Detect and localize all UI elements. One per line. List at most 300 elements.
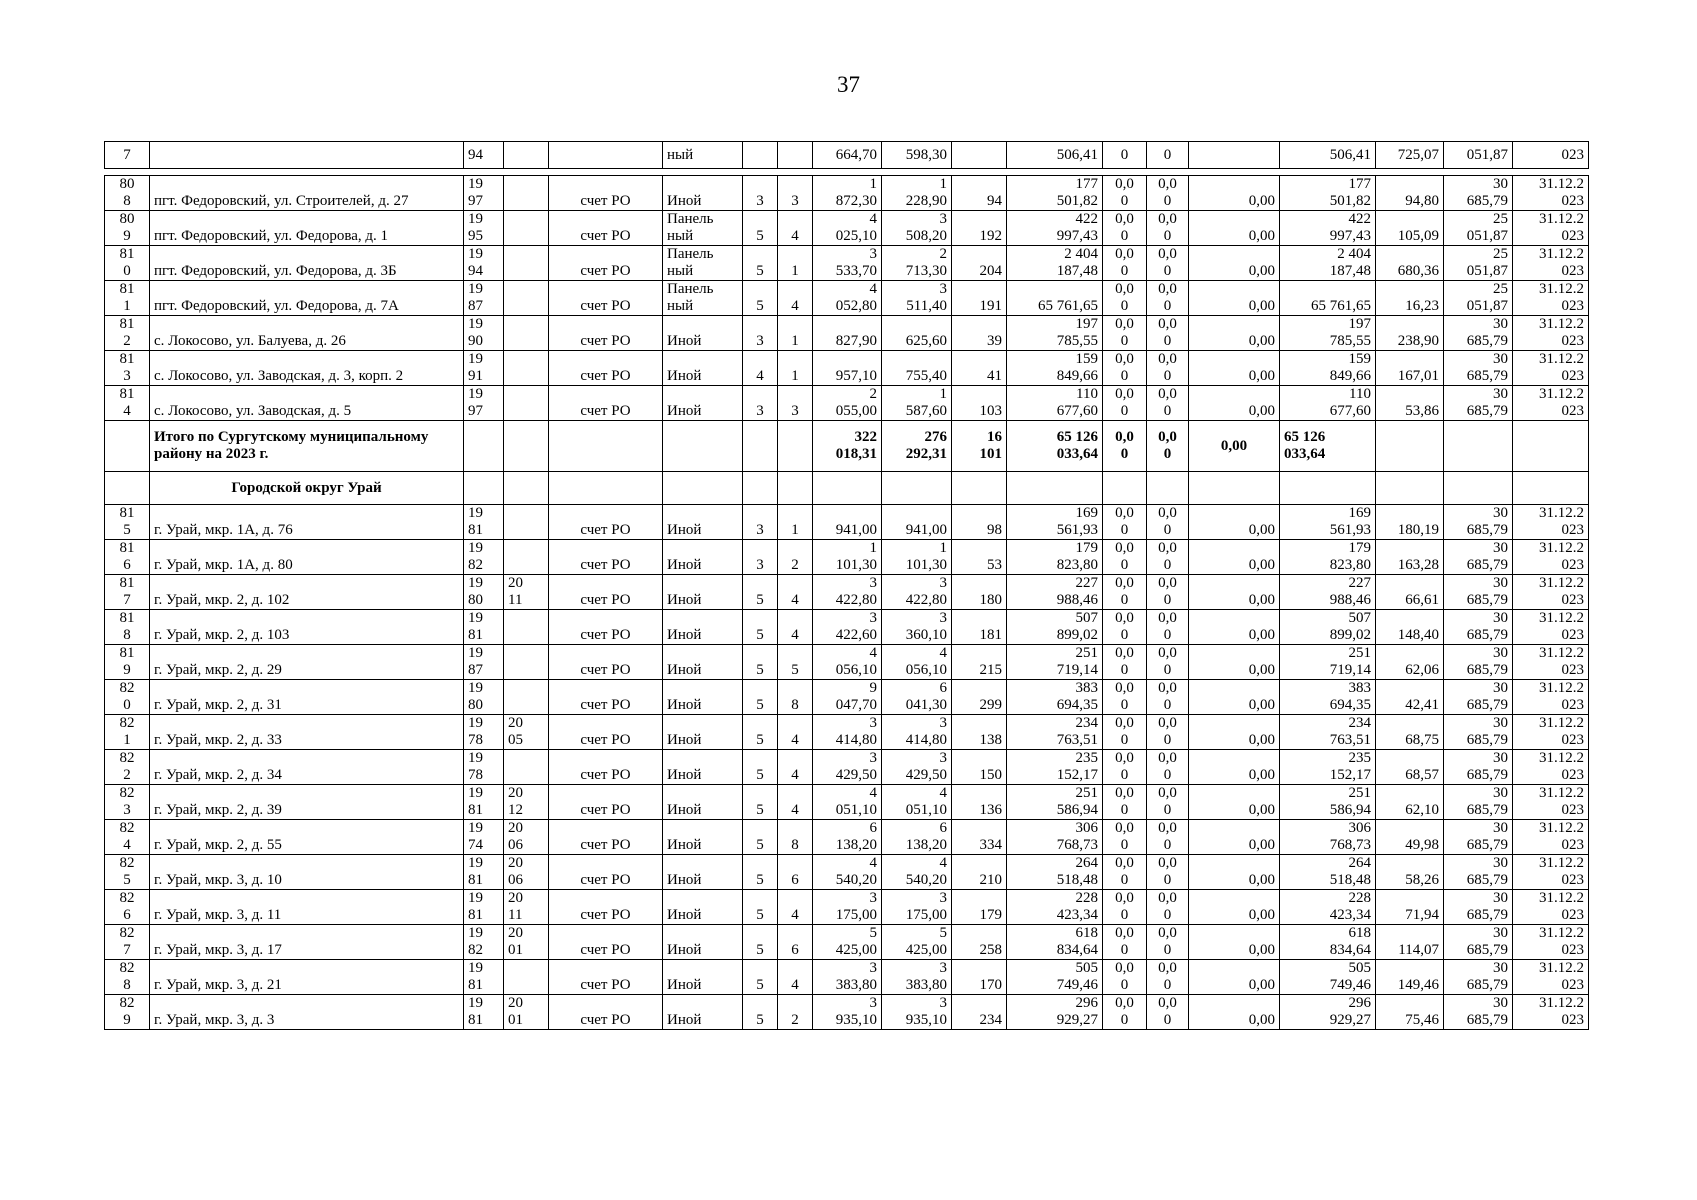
- cell: 81 8: [105, 610, 150, 645]
- cell: Иной: [663, 176, 743, 211]
- cell: [549, 142, 663, 169]
- cell: 3 414,80: [813, 715, 882, 750]
- cell: 2 055,00: [813, 386, 882, 421]
- cell: 30 685,79: [1444, 176, 1513, 211]
- cell: 6: [778, 925, 813, 960]
- cell: 0,0 0: [1147, 540, 1189, 575]
- cell: 5: [743, 925, 778, 960]
- cell: 234 763,51: [1007, 715, 1103, 750]
- cell: [504, 351, 549, 386]
- cell: 31.12.2 023: [1513, 925, 1589, 960]
- cell: 180: [952, 575, 1007, 610]
- cell: [504, 386, 549, 421]
- cell: 7: [105, 142, 150, 169]
- cell: 0,0 0: [1103, 575, 1147, 610]
- cell: 306 768,73: [1007, 820, 1103, 855]
- cell: 4: [778, 211, 813, 246]
- cell: 0,00: [1189, 750, 1280, 785]
- table-row: [105, 575, 1589, 610]
- cell: [1007, 472, 1103, 505]
- cell: 0,00: [1189, 505, 1280, 540]
- cell: 0,0 0: [1147, 925, 1189, 960]
- cell: 31.12.2 023: [1513, 610, 1589, 645]
- table-row: [105, 176, 1589, 211]
- cell: 0,0 0: [1147, 750, 1189, 785]
- cell: 148,40: [1376, 610, 1444, 645]
- table-row: [105, 680, 1589, 715]
- cell: г. Урай, мкр. 2, д. 31: [150, 680, 464, 715]
- cell: 62,06: [1376, 645, 1444, 680]
- cell: 19 78: [464, 750, 504, 785]
- cell: 4 540,20: [882, 855, 952, 890]
- cell: счет РО: [549, 925, 663, 960]
- cell: 31.12.2 023: [1513, 715, 1589, 750]
- cell: 169 561,93: [1007, 505, 1103, 540]
- cell: 0,0 0: [1103, 750, 1147, 785]
- cell: 238,90: [1376, 316, 1444, 351]
- cell: 150: [952, 750, 1007, 785]
- cell: [1280, 472, 1376, 505]
- cell: 0,0 0: [1147, 785, 1189, 820]
- cell: 170: [952, 960, 1007, 995]
- cell: 5: [743, 750, 778, 785]
- table-row: [105, 281, 1589, 316]
- cell: 1: [778, 351, 813, 386]
- cell: [504, 316, 549, 351]
- cell: 0,0 0: [1147, 995, 1189, 1030]
- cell: 20 11: [504, 575, 549, 610]
- cell: [778, 142, 813, 169]
- cell: 306 768,73: [1280, 820, 1376, 855]
- cell: 31.12.2 023: [1513, 211, 1589, 246]
- cell: Итого по Сургутскому муниципальному району на 2023 г.: [150, 421, 464, 472]
- cell: 618 834,64: [1007, 925, 1103, 960]
- cell: [504, 421, 549, 472]
- cell: 20 11: [504, 890, 549, 925]
- cell: 82 6: [105, 890, 150, 925]
- cell: 505 749,46: [1280, 960, 1376, 995]
- cell: 228 423,34: [1007, 890, 1103, 925]
- cell: 1: [778, 505, 813, 540]
- cell: г. Урай, мкр. 1А, д. 76: [150, 505, 464, 540]
- cell: 81 4: [105, 386, 150, 421]
- cell: 191: [952, 281, 1007, 316]
- cell: 30 685,79: [1444, 960, 1513, 995]
- cell: 0,00: [1189, 176, 1280, 211]
- cell: г. Урай, мкр. 3, д. 3: [150, 995, 464, 1030]
- cell: 30 685,79: [1444, 750, 1513, 785]
- cell: 5: [743, 995, 778, 1030]
- cell: 6 138,20: [813, 820, 882, 855]
- cell: 4: [743, 351, 778, 386]
- cell: 20 12: [504, 785, 549, 820]
- cell: 82 9: [105, 995, 150, 1030]
- cell: 81 2: [105, 316, 150, 351]
- cell: 4: [778, 785, 813, 820]
- cell: счет РО: [549, 750, 663, 785]
- cell: Иной: [663, 855, 743, 890]
- cell: [813, 472, 882, 505]
- cell: 506,41: [1280, 142, 1376, 169]
- cell: 0,0 0: [1103, 820, 1147, 855]
- cell: [1189, 472, 1280, 505]
- cell: г. Урай, мкр. 2, д. 33: [150, 715, 464, 750]
- cell: 30 685,79: [1444, 351, 1513, 386]
- cell: [504, 680, 549, 715]
- section-row: [105, 472, 1589, 505]
- table-row: [105, 785, 1589, 820]
- cell: 5: [743, 645, 778, 680]
- cell: 215: [952, 645, 1007, 680]
- cell: [464, 421, 504, 472]
- cell: 0,0 0: [1147, 645, 1189, 680]
- cell: [504, 246, 549, 281]
- table-row: [105, 995, 1589, 1030]
- cell: 5: [743, 246, 778, 281]
- cell: г. Урай, мкр. 2, д. 103: [150, 610, 464, 645]
- cell: счет РО: [549, 785, 663, 820]
- cell: 0,0 0: [1103, 680, 1147, 715]
- cell: 179 823,80: [1280, 540, 1376, 575]
- cell: 234 763,51: [1280, 715, 1376, 750]
- cell: 1 101,30: [813, 540, 882, 575]
- cell: 1 587,60: [882, 386, 952, 421]
- cell: 4 056,10: [882, 645, 952, 680]
- cell: Иной: [663, 785, 743, 820]
- cell: 0,00: [1189, 211, 1280, 246]
- cell: счет РО: [549, 715, 663, 750]
- cell: 0,0 0: [1147, 351, 1189, 386]
- cell: 2 404 187,48: [1007, 246, 1103, 281]
- cell: 5: [743, 890, 778, 925]
- cell: 31.12.2 023: [1513, 960, 1589, 995]
- cell: г. Урай, мкр. 2, д. 34: [150, 750, 464, 785]
- cell: 197 785,55: [1280, 316, 1376, 351]
- cell: 4: [778, 750, 813, 785]
- cell: 0,0 0: [1103, 505, 1147, 540]
- cell: 25 051,87: [1444, 246, 1513, 281]
- table-row: [105, 960, 1589, 995]
- cell: счет РО: [549, 351, 663, 386]
- cell: 3 511,40: [882, 281, 952, 316]
- cell: [504, 176, 549, 211]
- cell: г. Урай, мкр. 3, д. 21: [150, 960, 464, 995]
- cell: 30 685,79: [1444, 890, 1513, 925]
- cell: 1 872,30: [813, 176, 882, 211]
- cell: 31.12.2 023: [1513, 645, 1589, 680]
- cell: г. Урай, мкр. 3, д. 10: [150, 855, 464, 890]
- cell: 0,0 0: [1103, 540, 1147, 575]
- cell: 81 0: [105, 246, 150, 281]
- cell: счет РО: [549, 855, 663, 890]
- cell: 81 7: [105, 575, 150, 610]
- cell: [504, 540, 549, 575]
- cell: 322 018,31: [813, 421, 882, 472]
- table-row: [105, 540, 1589, 575]
- cell: 0,0 0: [1103, 960, 1147, 995]
- cell: 4: [778, 890, 813, 925]
- cell: счет РО: [549, 680, 663, 715]
- cell: 6: [778, 855, 813, 890]
- cell: 2 404 187,48: [1280, 246, 1376, 281]
- cell: 53,86: [1376, 386, 1444, 421]
- cell: 3 422,80: [882, 575, 952, 610]
- cell: 0: [1103, 142, 1147, 169]
- cell: 19 82: [464, 540, 504, 575]
- cell: 0,00: [1189, 351, 1280, 386]
- cell: 163,28: [1376, 540, 1444, 575]
- cell: 598,30: [882, 142, 952, 169]
- cell: 19 97: [464, 176, 504, 211]
- cell: 180,19: [1376, 505, 1444, 540]
- cell: 618 834,64: [1280, 925, 1376, 960]
- cell: 179 823,80: [1007, 540, 1103, 575]
- cell: 625,60: [882, 316, 952, 351]
- cell: 5: [743, 211, 778, 246]
- cell: 3 935,10: [813, 995, 882, 1030]
- cell: г. Урай, мкр. 2, д. 102: [150, 575, 464, 610]
- cell: [504, 281, 549, 316]
- cell: 0,00: [1189, 540, 1280, 575]
- cell: 0,00: [1189, 820, 1280, 855]
- cell: 4 051,10: [813, 785, 882, 820]
- table-row: [105, 715, 1589, 750]
- cell: 39: [952, 316, 1007, 351]
- cell: 19 81: [464, 855, 504, 890]
- cell: 5: [743, 575, 778, 610]
- cell: [549, 421, 663, 472]
- cell: 5: [778, 645, 813, 680]
- cell: 1: [778, 316, 813, 351]
- cell: [105, 472, 150, 505]
- cell: 31.12.2 023: [1513, 820, 1589, 855]
- cell: 82 8: [105, 960, 150, 995]
- cell: 19 82: [464, 925, 504, 960]
- cell: 2: [778, 540, 813, 575]
- cell: 051,87: [1444, 142, 1513, 169]
- cell: 136: [952, 785, 1007, 820]
- cell: 0,0 0: [1147, 715, 1189, 750]
- cell: г. Урай, мкр. 3, д. 11: [150, 890, 464, 925]
- cell: 31.12.2 023: [1513, 785, 1589, 820]
- cell: 19 87: [464, 645, 504, 680]
- cell: [504, 142, 549, 169]
- cell: 4 540,20: [813, 855, 882, 890]
- cell: 81 6: [105, 540, 150, 575]
- cell: пгт. Федоровский, ул. Строителей, д. 27: [150, 176, 464, 211]
- cell: 0,0 0: [1147, 610, 1189, 645]
- cell: Панель ный: [663, 211, 743, 246]
- cell: 30 685,79: [1444, 785, 1513, 820]
- cell: 0,00: [1189, 995, 1280, 1030]
- cell: [743, 421, 778, 472]
- table-row: [105, 750, 1589, 785]
- cell: 383 694,35: [1007, 680, 1103, 715]
- cell: [743, 472, 778, 505]
- cell: Панель ный: [663, 281, 743, 316]
- cell: 138: [952, 715, 1007, 750]
- cell: 30 685,79: [1444, 680, 1513, 715]
- cell: 94,80: [1376, 176, 1444, 211]
- cell: 19 97: [464, 386, 504, 421]
- cell: 31.12.2 023: [1513, 855, 1589, 890]
- cell: [778, 421, 813, 472]
- cell: 0,00: [1189, 680, 1280, 715]
- cell: 4 051,10: [882, 785, 952, 820]
- cell: 299: [952, 680, 1007, 715]
- cell: 3 935,10: [882, 995, 952, 1030]
- cell: 0,00: [1189, 925, 1280, 960]
- cell: 5 425,00: [813, 925, 882, 960]
- cell: 19 94: [464, 246, 504, 281]
- cell: г. Урай, мкр. 3, д. 17: [150, 925, 464, 960]
- cell: 19 81: [464, 890, 504, 925]
- cell: 0,00: [1189, 785, 1280, 820]
- cell: 30 685,79: [1444, 316, 1513, 351]
- cell: 251 586,94: [1280, 785, 1376, 820]
- cell: 0,00: [1189, 855, 1280, 890]
- cell: 0,0 0: [1147, 680, 1189, 715]
- cell: 4: [778, 610, 813, 645]
- cell: 0,0 0: [1103, 246, 1147, 281]
- page-number: 37: [837, 72, 860, 97]
- cell: г. Урай, мкр. 2, д. 29: [150, 645, 464, 680]
- cell: счет РО: [549, 645, 663, 680]
- cell: 264 518,48: [1280, 855, 1376, 890]
- cell: 3: [743, 176, 778, 211]
- cell: [504, 472, 549, 505]
- cell: [1147, 472, 1189, 505]
- cell: 31.12.2 023: [1513, 575, 1589, 610]
- cell: [952, 142, 1007, 169]
- cell: 941,00: [813, 505, 882, 540]
- cell: счет РО: [549, 505, 663, 540]
- cell: 181: [952, 610, 1007, 645]
- cell: 0,00: [1189, 575, 1280, 610]
- cell: 31.12.2 023: [1513, 176, 1589, 211]
- cell: г. Урай, мкр. 2, д. 39: [150, 785, 464, 820]
- cell: [743, 142, 778, 169]
- cell: 6 041,30: [882, 680, 952, 715]
- cell: 0: [1147, 142, 1189, 169]
- cell: 4: [778, 960, 813, 995]
- cell: 664,70: [813, 142, 882, 169]
- cell: 19 80: [464, 575, 504, 610]
- cell: [882, 472, 952, 505]
- cell: 58,26: [1376, 855, 1444, 890]
- cell: Иной: [663, 386, 743, 421]
- cell: 31.12.2 023: [1513, 316, 1589, 351]
- cell: 422 997,43: [1280, 211, 1376, 246]
- cell: 75,46: [1376, 995, 1444, 1030]
- cell: 0,0 0: [1147, 575, 1189, 610]
- cell: 19 91: [464, 351, 504, 386]
- table-row: [105, 855, 1589, 890]
- cell: [1376, 421, 1444, 472]
- cell: 0,0 0: [1147, 960, 1189, 995]
- cell: 1 101,30: [882, 540, 952, 575]
- cell: Панель ный: [663, 246, 743, 281]
- cell: [504, 610, 549, 645]
- cell: 3 429,50: [882, 750, 952, 785]
- cell: 98: [952, 505, 1007, 540]
- cell: пгт. Федоровский, ул. Федорова, д. 3Б: [150, 246, 464, 281]
- cell: 31.12.2 023: [1513, 750, 1589, 785]
- cell: 0,00: [1189, 715, 1280, 750]
- cell: 4: [778, 281, 813, 316]
- cell: 81 1: [105, 281, 150, 316]
- cell: 192: [952, 211, 1007, 246]
- cell: 2 713,30: [882, 246, 952, 281]
- cell: Иной: [663, 316, 743, 351]
- cell: г. Урай, мкр. 2, д. 55: [150, 820, 464, 855]
- cell: 0,0 0: [1103, 645, 1147, 680]
- cell: 235 152,17: [1007, 750, 1103, 785]
- cell: 0,0 0: [1103, 785, 1147, 820]
- cell: 0,00: [1189, 645, 1280, 680]
- cell: 82 4: [105, 820, 150, 855]
- cell: 0,0 0: [1147, 246, 1189, 281]
- cell: [105, 421, 150, 472]
- cell: 296 929,27: [1007, 995, 1103, 1030]
- cell: 30 685,79: [1444, 855, 1513, 890]
- cell: счет РО: [549, 386, 663, 421]
- cell: 957,10: [813, 351, 882, 386]
- cell: 725,07: [1376, 142, 1444, 169]
- cell: 82 7: [105, 925, 150, 960]
- cell: 65 761,65: [1007, 281, 1103, 316]
- table-body: [105, 142, 1589, 1030]
- cell: 4: [778, 575, 813, 610]
- cell: 82 3: [105, 785, 150, 820]
- cell: 0,0 0: [1103, 351, 1147, 386]
- cell: 276 292,31: [882, 421, 952, 472]
- cell: 177 501,82: [1280, 176, 1376, 211]
- cell: 30 685,79: [1444, 820, 1513, 855]
- cell: 31.12.2 023: [1513, 680, 1589, 715]
- cell: 19 74: [464, 820, 504, 855]
- cell: Иной: [663, 610, 743, 645]
- cell: Иной: [663, 925, 743, 960]
- cell: 0,0 0: [1147, 316, 1189, 351]
- cell: [504, 960, 549, 995]
- cell: Иной: [663, 505, 743, 540]
- cell: 31.12.2 023: [1513, 995, 1589, 1030]
- cell: 20 01: [504, 995, 549, 1030]
- cell: 507 899,02: [1280, 610, 1376, 645]
- cell: 5: [743, 960, 778, 995]
- cell: 0,00: [1189, 610, 1280, 645]
- cell: 30 685,79: [1444, 575, 1513, 610]
- cell: [663, 421, 743, 472]
- cell: [549, 472, 663, 505]
- cell: 505 749,46: [1007, 960, 1103, 995]
- cell: счет РО: [549, 316, 663, 351]
- cell: 19 90: [464, 316, 504, 351]
- cell: 1 228,90: [882, 176, 952, 211]
- cell: [1444, 421, 1513, 472]
- cell: 251 719,14: [1007, 645, 1103, 680]
- cell: 4 025,10: [813, 211, 882, 246]
- cell: 31.12.2 023: [1513, 890, 1589, 925]
- cell: 0,0 0: [1147, 386, 1189, 421]
- cell: [504, 750, 549, 785]
- cell: 71,94: [1376, 890, 1444, 925]
- cell: 0,0 0: [1147, 281, 1189, 316]
- cell: 204: [952, 246, 1007, 281]
- cell: [1444, 472, 1513, 505]
- cell: [1189, 142, 1280, 169]
